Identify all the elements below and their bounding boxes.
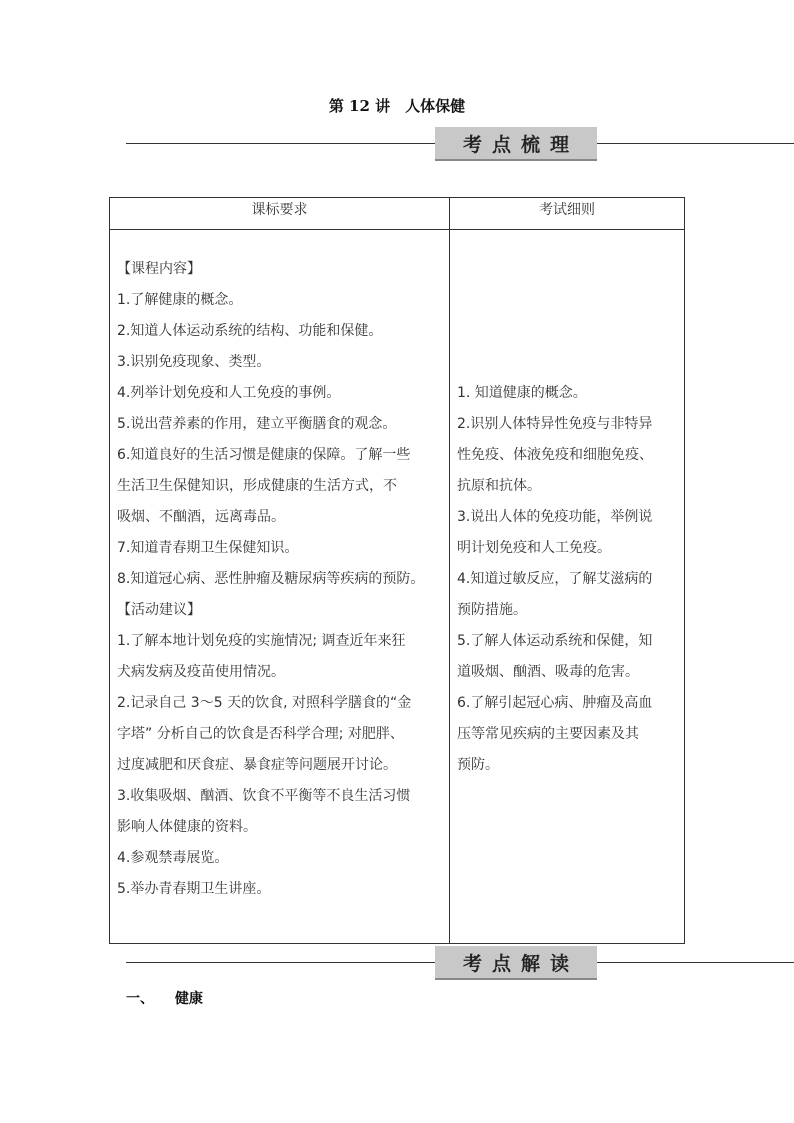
curriculum-line: 7.知道青春期卫生保健知识。 [117,540,299,556]
curriculum-line: 生活卫生保健知识，形成健康的生活方式，不 [117,478,397,494]
exam-detail-line: 性免疫、体液免疫和细胞免疫、 [457,447,653,463]
section-banner-kaodian-shuli: 考点梳理 [435,127,597,161]
banner-rule-right [597,143,794,144]
header-divider [110,229,684,230]
curriculum-line: 2.记录自己 3～5 天的饮食, 对照科学膳食的“金 [117,695,412,711]
exam-detail-line: 明计划免疫和人工免疫。 [457,540,611,556]
curriculum-line: 过度减肥和厌食症、暴食症等问题展开讨论。 [117,757,397,773]
section-banner-kaodian-jiedu: 考点解读 [435,946,597,980]
exam-detail-line: 5.了解人体运动系统和保健，知 [457,633,653,649]
curriculum-line: 【课程内容】 [117,261,201,277]
curriculum-line: 4.参观禁毒展览。 [117,850,229,866]
section-number: 一、 [126,991,154,1007]
curriculum-line: 3.识别免疫现象、类型。 [117,354,271,370]
curriculum-line: 5.说出营养素的作用，建立平衡膳食的观念。 [117,416,397,432]
banner-rule-left [126,143,436,144]
curriculum-line: 犬病发病及疫苗使用情况。 [117,664,285,680]
section-label: 健康 [174,991,203,1007]
column-divider [449,198,450,943]
curriculum-line: 影响人体健康的资料。 [117,819,257,835]
exam-detail-line: 抗原和抗体。 [457,478,541,494]
curriculum-line: 5.举办青春期卫生讲座。 [117,881,271,897]
curriculum-line: 8.知道冠心病、恶性肿瘤及糖尿病等疾病的预防。 [117,571,425,587]
curriculum-line: 【活动建议】 [117,602,201,618]
curriculum-line: 吸烟、不酗酒，远离毒品。 [117,509,285,525]
curriculum-line: 1.了解本地计划免疫的实施情况; 调查近年来狂 [117,633,406,649]
curriculum-line: 4.列举计划免疫和人工免疫的事例。 [117,385,341,401]
exam-detail-line: 压等常见疾病的主要因素及其 [457,726,639,742]
page-title: 第 12 讲 人体保健 [328,97,466,115]
curriculum-line: 1.了解健康的概念。 [117,292,243,308]
exam-detail-line: 2.识别人体特异性免疫与非特异 [457,416,653,432]
exam-detail-line: 4.知道过敏反应，了解艾滋病的 [457,571,653,587]
banner-rule-left [126,962,436,963]
curriculum-requirements-cell [117,254,424,905]
exam-detail-line: 1. 知道健康的概念。 [457,385,587,401]
exam-detail-line: 预防措施。 [457,602,527,618]
curriculum-line: 字塔” 分析自己的饮食是否科学合理; 对肥胖、 [117,726,404,742]
banner-rule-right [597,962,794,963]
exam-detail-line: 道吸烟、酗酒、吸毒的危害。 [457,664,639,680]
table-header-curriculum: 课标要求 [251,202,308,218]
exam-details-cell [457,378,653,781]
table-header-exam: 考试细则 [539,202,595,218]
curriculum-line: 2.知道人体运动系统的结构、功能和保健。 [117,323,383,339]
exam-detail-line: 预防。 [457,757,499,773]
requirements-table [109,197,685,944]
exam-detail-line: 3.说出人体的免疫功能，举例说 [457,509,653,525]
section-heading [126,988,203,1008]
curriculum-line: 6.知道良好的生活习惯是健康的保障。了解一些 [117,447,411,463]
curriculum-line: 3.收集吸烟、酗酒、饮食不平衡等不良生活习惯 [117,788,411,804]
exam-detail-line: 6.了解引起冠心病、肿瘤及高血 [457,695,653,711]
